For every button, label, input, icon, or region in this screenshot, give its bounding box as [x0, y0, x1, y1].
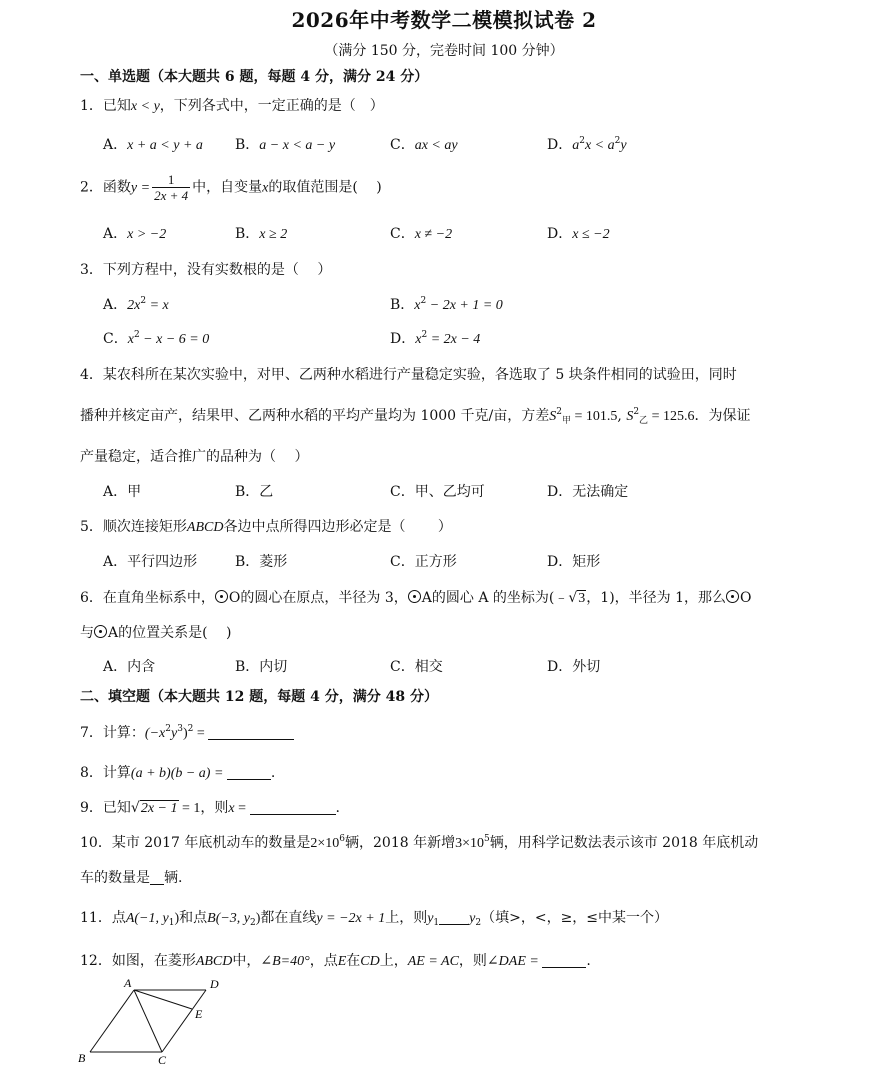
q1-option-a[interactable]: A．x + a < y + a — [103, 137, 203, 153]
q1-pre: 已知 — [102, 98, 131, 114]
label-A: A — [124, 976, 132, 990]
q5-option-c[interactable]: C．正方形 — [390, 554, 457, 570]
section-1-heading: 一、单选题（本大题共 6 题，每题 4 分，满分 24 分） — [80, 69, 429, 85]
q2-option-c[interactable]: C．x ≠ −2 — [390, 226, 453, 242]
label-E: E — [195, 1007, 203, 1021]
q6-option-b[interactable]: B．内切 — [235, 659, 288, 675]
q4-option-a[interactable]: A．甲 — [103, 484, 142, 500]
q10-answer-blank[interactable] — [150, 870, 164, 885]
exam-title: 2026年中考数学二模模拟试卷 2 — [291, 8, 597, 32]
q2-option-b[interactable]: B．x ≥ 2 — [235, 226, 288, 242]
q5-option-a[interactable]: A．平行四边形 — [103, 554, 198, 570]
q1-post: ，下列各式中，一定正确的是（ ） — [159, 98, 384, 114]
q3-option-b[interactable]: B．$x^2 - 2x + 1 = 0$ — [390, 296, 503, 313]
question-8: 8．计算(a + b)(b − a) = . — [80, 765, 276, 781]
question-10-line-1: 10．某市 2017 年底机动车的数量是$2\times 10^6$辆，2018 年新增$3\times 10^5$辆，用科学记数法表示该市 2018 年底机动 — [80, 834, 759, 851]
q2-option-a[interactable]: A．x > −2 — [103, 226, 167, 242]
q4-option-b[interactable]: B．乙 — [235, 484, 274, 500]
q2-fraction: $\frac{1}{2x + 4}$ — [154, 172, 189, 203]
label-D: D — [210, 977, 219, 991]
circle-dot-icon — [408, 590, 421, 603]
question-6-line-1: 6．在直角坐标系中， O的圆心在原点，半径为 3， A的圆心 A 的坐标为(﹣√3，1)，半径为 1，那么 O — [80, 590, 752, 606]
segment-AE — [134, 990, 192, 1009]
label-C: C — [158, 1053, 167, 1067]
question-5: 5．顺次连接矩形ABCD各边中点所得四边形必定是（ ） — [80, 519, 452, 535]
q1-number: 1． — [80, 98, 103, 114]
q1-option-d[interactable]: D．$a^2x < a^2y$ — [547, 136, 627, 153]
question-2: 2．函数y = $\frac{1}{2x + 4}$ 中，自变量x的取值范围是( ) — [80, 172, 382, 203]
q7-answer-blank[interactable] — [208, 725, 294, 740]
question-4-line-3: 产量稳定，适合推广的品种为（ ） — [80, 449, 309, 465]
label-B: B — [78, 1051, 86, 1065]
q1-option-c[interactable]: C．ax < ay — [390, 137, 458, 153]
q4-option-c[interactable]: C．甲、乙均可 — [390, 484, 485, 500]
question-9: 9．已知√2x − 1 = 1，则x = . — [80, 800, 340, 816]
q4-option-d[interactable]: D．无法确定 — [547, 484, 629, 500]
q12-answer-blank[interactable] — [542, 953, 586, 968]
question-7: 7．计算：$(-x^2y^3)^2$ = — [80, 722, 294, 742]
q6-option-c[interactable]: C．相交 — [390, 659, 443, 675]
segment-AC — [134, 990, 162, 1052]
q6-option-a[interactable]: A．内含 — [103, 659, 156, 675]
exam-subtitle: （满分 150 分，完卷时间 100 分钟） — [324, 43, 564, 59]
q3-option-c[interactable]: C．$x^2 - x - 6 = 0$ — [103, 330, 210, 347]
circle-dot-icon — [726, 590, 739, 603]
circle-dot-icon — [94, 625, 107, 638]
question-10-line-2: 车的数量是 辆. — [80, 870, 183, 886]
q9-answer-blank[interactable] — [250, 800, 336, 815]
circle-dot-icon — [215, 590, 228, 603]
q6-option-d[interactable]: D．外切 — [547, 659, 601, 675]
q1-condition: x < y — [130, 99, 160, 114]
rhombus-figure — [70, 972, 240, 1068]
q1-option-b[interactable]: B．a − x < a − y — [235, 137, 336, 153]
edge-CD — [162, 990, 206, 1052]
q2-option-d[interactable]: D．x ≤ −2 — [547, 226, 610, 242]
question-12: 12．如图，在菱形ABCD中，∠B=40°，点E在CD上，AE = AC，则∠DAE = . — [80, 953, 591, 969]
question-3: 3．下列方程中，没有实数根的是（ ） — [80, 262, 332, 278]
q5-option-d[interactable]: D．矩形 — [547, 554, 601, 570]
question-1 — [80, 95, 384, 115]
question-6-line-2: 与 A的位置关系是( ) — [80, 625, 232, 641]
q11-answer-blank[interactable] — [439, 910, 469, 925]
section-2-heading: 二、填空题（本大题共 12 题，每题 4 分，满分 48 分） — [80, 689, 438, 705]
question-11: 11．点A(−1, $y_1$)和点B(−3, $y_2$)都在直线y = −2x + 1上，则$y_1$ $y_2$（填>，<，≥，≤中某一个） — [80, 910, 669, 928]
question-4-line-1: 4．某农科所在某次实验中，对甲、乙两种水稻进行产量稳定实验，各选取了 5 块条件相同的试验田，同时 — [80, 367, 737, 383]
question-4-line-2: 播种并核定亩产，结果甲、乙两种水稻的平均产量均为 1000 千克/亩，方差$S^2_甲 = 101.5$, $S^2_乙 = 125.6$．为保证 — [80, 407, 751, 426]
q3-option-d[interactable]: D．$x^2 = 2x - 4$ — [390, 330, 481, 347]
q5-option-b[interactable]: B．菱形 — [235, 554, 288, 570]
q8-answer-blank[interactable] — [227, 765, 271, 780]
edge-AB — [90, 990, 134, 1052]
q3-option-a[interactable]: A．$2x^2 = x$ — [103, 296, 169, 313]
